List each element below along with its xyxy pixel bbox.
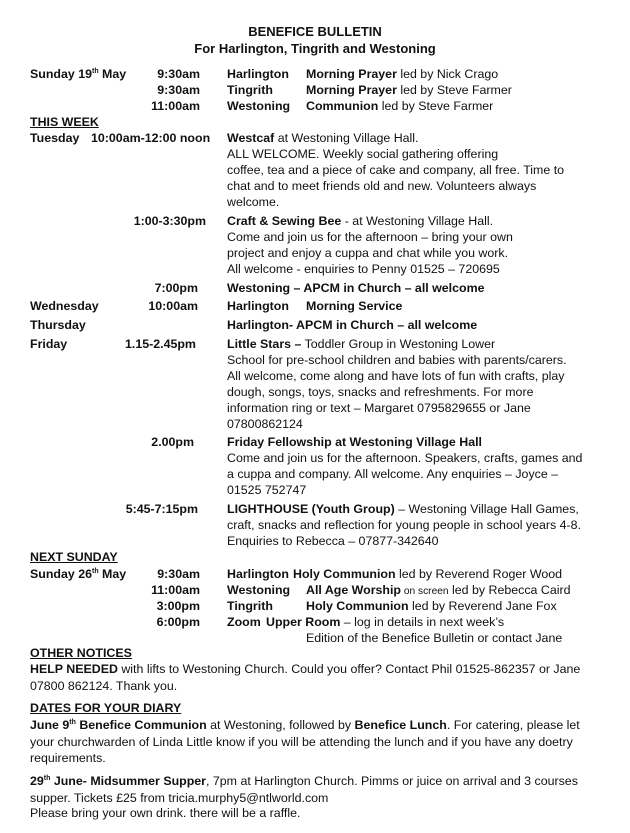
diary-item-midsummer-supper: 29th June- Midsummer Supper, 7pm at Harlington Church. Pimms or juice on arrival and 3 courses supper. Tickets £25 from tricia.murphy5@ntlworld.com (30, 774, 578, 805)
sunday26-place-3: Tingrith (227, 599, 273, 613)
friday-time-1: 1.15-2.45pm (125, 337, 196, 351)
bulletin-title: BENEFICE BULLETIN (248, 24, 382, 39)
sunday19-time-1: 9:30am (157, 67, 200, 81)
sunday26-service-2: All Age Worship on screen led by Rebecca Caird (306, 583, 571, 597)
sunday26-service-1: Holy Communion led by Reverend Roger Wood (293, 567, 563, 581)
westoning-apcm: Westoning – APCM in Church – all welcome (227, 281, 485, 295)
sunday19-date: Sunday 19th May (30, 67, 127, 81)
westcaf-line-3: chat and to meet friends old and new. Volunteers always (227, 179, 537, 193)
friday-time-3: 5:45-7:15pm (125, 502, 198, 516)
craft-line-2: project and enjoy a cuppa and chat while you work. (227, 246, 509, 260)
sunday19-place-1: Harlington (227, 67, 289, 81)
tuesday-time-2: 1:00-3:30pm (133, 214, 206, 228)
fellowship-line-2: a cuppa and company. All welcome. Any enquiries – Joyce – (227, 467, 559, 481)
diary-heading: DATES FOR YOUR DIARY (30, 701, 182, 715)
craft-title: Craft & Sewing Bee - at Westoning Village Hall. (227, 214, 494, 228)
sunday19-place-3: Westoning (227, 99, 291, 113)
friday-fellowship-title: Friday Fellowship at Westoning Village Hall (227, 435, 482, 449)
sunday19-place-2: Tingrith (227, 83, 273, 97)
sunday19-service-1: Morning Prayer led by Nick Crago (306, 67, 499, 81)
harlington-apcm: Harlington- APCM in Church – all welcome (227, 318, 478, 332)
sunday19-service-3: Communion led by Steve Farmer (306, 99, 494, 113)
diary-raffle-line: Please bring your own drink. there will be a raffle. (30, 806, 301, 820)
craft-line-3: All welcome - enquiries to Penny 01525 – 720695 (227, 262, 500, 276)
lighthouse-line-2: Enquiries to Rebecca – 07877-342640 (227, 534, 439, 548)
friday-day: Friday (30, 337, 68, 351)
help-needed-notice: HELP NEEDED with lifts to Westoning Church. Could you offer? Contact Phil 01525-862357 or Jane 07800 862124. Thank you. (30, 662, 581, 693)
westcaf-line-2: coffee, tea and a piece of cake and company, all free. Time to (227, 163, 565, 177)
tuesday-day: Tuesday (30, 131, 80, 145)
sunday26-place-4: Zoom (227, 615, 261, 629)
tuesday-time-3: 7:00pm (154, 281, 198, 295)
little-stars-title: Little Stars – Toddler Group in Westoning Lower (227, 337, 496, 351)
bulletin-subtitle: For Harlington, Tingrith and Westoning (194, 41, 436, 56)
little-stars-line-5: 07800862124 (227, 417, 303, 431)
sunday26-date: Sunday 26th May (30, 567, 127, 581)
little-stars-line-4: information ring or text – Margaret 0795829655 or Jane (227, 401, 531, 415)
sunday19-time-2: 9:30am (157, 83, 200, 97)
zoom-line-2: Edition of the Benefice Bulletin or contact Jane (306, 631, 563, 645)
sunday26-place-2: Westoning (227, 583, 291, 597)
wednesday-time: 10:00am (148, 299, 198, 313)
other-notices-heading: OTHER NOTICES (30, 646, 132, 660)
sunday26-service-4: Upper Room – log in details in next week’s (266, 615, 505, 629)
sunday26-time-3: 3:00pm (156, 599, 200, 613)
little-stars-line-1: School for pre-school children and babies with parents/carers. (227, 353, 567, 367)
sunday26-time-2: 11:00am (151, 583, 200, 597)
diary-item-benefice-communion: June 9th Benefice Communion at Westoning, followed by Benefice Lunch. For catering, please let your churchwarden of Linda Little know if you will be attending the lunch and if you have any doetry requirements. (30, 718, 580, 765)
wednesday-service: Morning Service (306, 299, 403, 313)
tuesday-time-1: 10:00am-12:00 noon (91, 131, 211, 145)
fellowship-line-3: 01525 752747 (227, 483, 307, 497)
little-stars-line-3: dough, songs, toys, snacks and refreshments. For more (227, 385, 534, 399)
thursday-day: Thursday (30, 318, 86, 332)
westcaf-line-4: welcome. (227, 195, 280, 209)
this-week-heading: THIS WEEK (30, 115, 99, 129)
sunday19-service-2: Morning Prayer led by Steve Farmer (306, 83, 512, 97)
craft-line-1: Come and join us for the afternoon – bring your own (227, 230, 513, 244)
sunday26-place-1: Harlington (227, 567, 289, 581)
wednesday-day: Wednesday (30, 299, 99, 313)
lighthouse-title: LIGHTHOUSE (Youth Group) – Westoning Village Hall Games, (227, 502, 579, 516)
westcaf-title: Westcaf at Westoning Village Hall. (227, 131, 419, 145)
wednesday-place: Harlington (227, 299, 289, 313)
little-stars-line-2: All welcome, come along and have lots of fun with crafts, play (227, 369, 565, 383)
sunday26-time-4: 6:00pm (156, 615, 200, 629)
fellowship-line-1: Come and join us for the afternoon. Speakers, crafts, games and (227, 451, 583, 465)
sunday26-service-3: Holy Communion led by Reverend Jane Fox (306, 599, 557, 613)
next-sunday-heading: NEXT SUNDAY (30, 550, 118, 564)
sunday26-time-1: 9:30am (157, 567, 200, 581)
westcaf-line-1: ALL WELCOME. Weekly social gathering offering (227, 147, 499, 161)
sunday19-time-3: 11:00am (151, 99, 200, 113)
lighthouse-line-1: craft, snacks and reflection for young people in school years 4-8. (227, 518, 582, 532)
friday-time-2: 2.00pm (151, 435, 194, 449)
